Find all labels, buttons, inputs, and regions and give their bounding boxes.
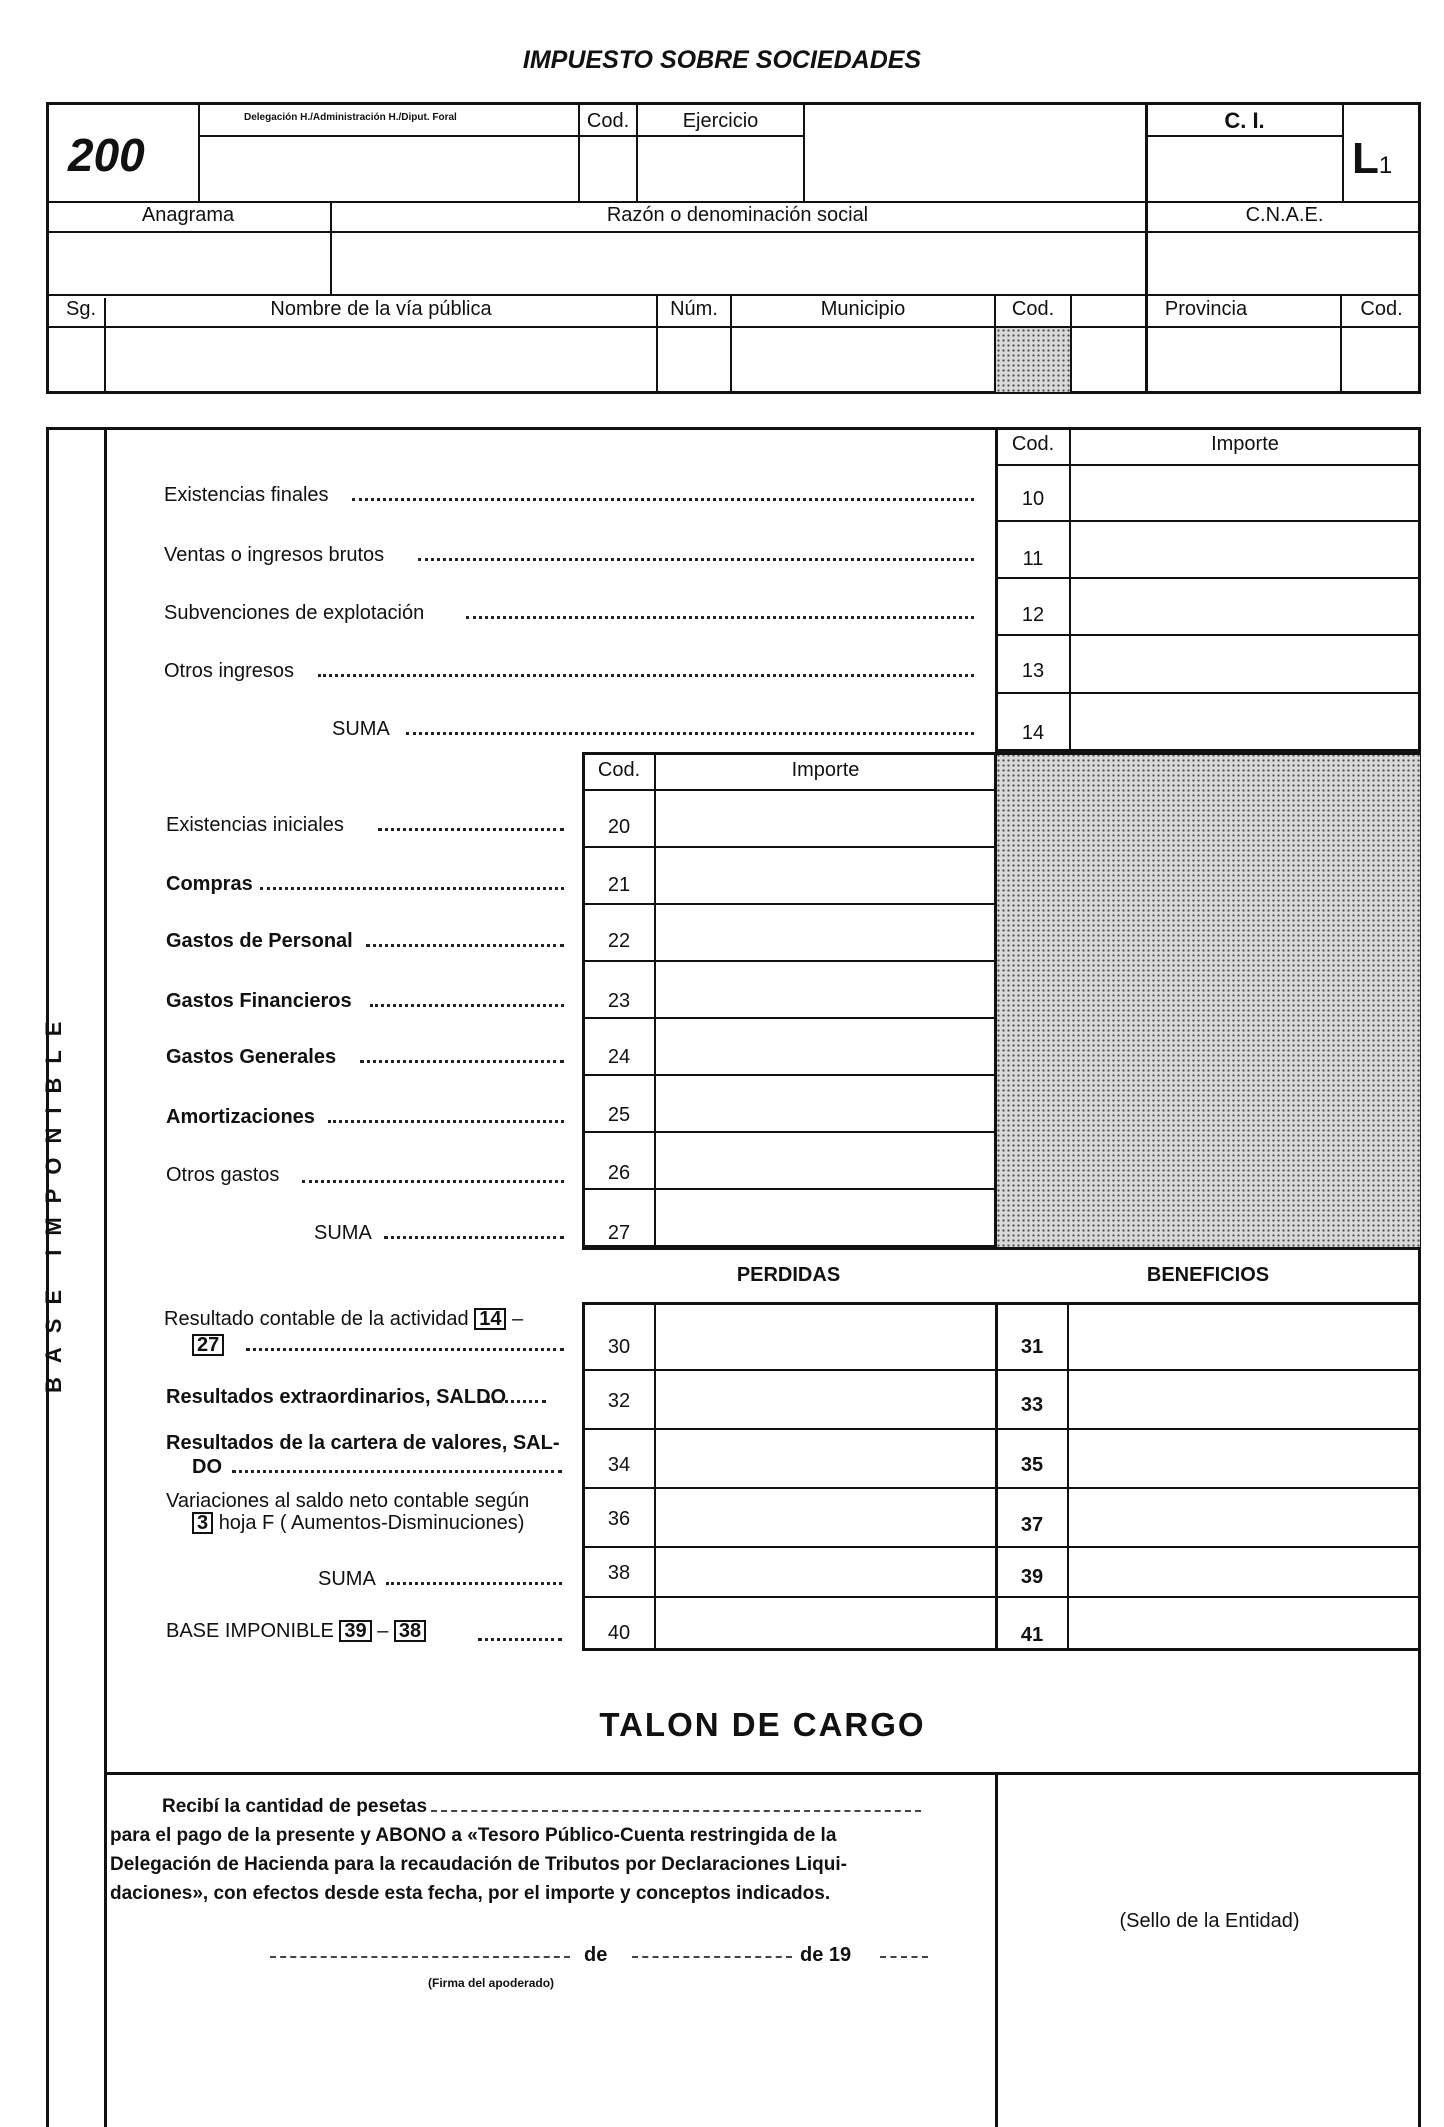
s1-code: 14 <box>1021 722 1045 744</box>
via-label: Nombre de la vía pública <box>270 298 492 320</box>
perdidas-field[interactable] <box>656 1598 995 1649</box>
perdidas-field[interactable] <box>656 1548 995 1596</box>
beneficios-field[interactable] <box>1069 1598 1419 1649</box>
s1-code: 12 <box>1021 604 1045 626</box>
s1-code: 11 <box>1022 548 1044 570</box>
num-label: Núm. <box>670 298 718 320</box>
ejercicio-field[interactable] <box>638 137 803 199</box>
delegacion-field[interactable] <box>200 137 578 199</box>
anagrama-field[interactable] <box>48 233 328 293</box>
s1-label: SUMA <box>332 718 390 740</box>
s2-label: Amortizaciones <box>166 1106 315 1128</box>
sello-label: (Sello de la Entidad) <box>1119 1910 1300 1932</box>
s1-code: 10 <box>1021 488 1045 510</box>
firma-label: (Firma del apoderado) <box>428 1976 555 1990</box>
cod-label: Cod. <box>586 110 630 132</box>
perdidas-field[interactable] <box>656 1489 995 1546</box>
s2-code: 25 <box>607 1104 631 1126</box>
s2-label: Existencias iniciales <box>166 814 344 836</box>
s1-label: Existencias finales <box>164 484 329 506</box>
provincia-label: Provincia <box>1164 298 1248 320</box>
s3-label: BASE IMPONIBLE 39 – 38 <box>166 1620 426 1643</box>
talon-text: Recibí la cantidad de pesetas para el pago de la presente y ABONO a «Tesoro Público-Cuenta restringida de la Delegación de Hacienda para la recaudación de Tributos por Declaraciones Liqui- daciones», con efectos desde esta fecha, por el importe y conceptos indicados. <box>110 1792 990 1908</box>
s2-label: Gastos de Personal <box>166 930 353 952</box>
s3-label: Resultados extraordinarios, SALDO <box>166 1386 507 1408</box>
cnae-label: C.N.A.E. <box>1245 204 1324 226</box>
de-label: de <box>584 1944 608 1966</box>
municipio-label: Municipio <box>820 298 906 320</box>
num-field[interactable] <box>658 328 730 392</box>
ci-label: C. I. <box>1224 108 1265 133</box>
sello-area[interactable] <box>999 1776 1419 2126</box>
s2-label: SUMA <box>314 1222 372 1244</box>
perdidas-field[interactable] <box>656 1304 995 1369</box>
razon-label: Razón o denominación social <box>606 204 869 226</box>
s3-code-b: 37 <box>1020 1514 1044 1536</box>
s2-cod-header: Cod. <box>597 759 641 781</box>
s3-label: Resultado contable de la actividad 14 – <box>164 1308 524 1330</box>
ref-box: 27 <box>192 1334 224 1356</box>
s3-code-p: 30 <box>607 1336 631 1358</box>
municipio-field[interactable] <box>732 328 994 392</box>
s1-code: 13 <box>1021 660 1045 682</box>
s3-code-b: 33 <box>1020 1394 1044 1416</box>
s3-code-b: 35 <box>1020 1454 1044 1476</box>
s3-code-p: 36 <box>607 1508 631 1530</box>
sheet-label: L1 <box>1352 134 1393 183</box>
s2-amount-field[interactable] <box>656 962 995 1017</box>
s3-code-p: 38 <box>607 1562 631 1584</box>
s3-label-line2: 3 hoja F ( Aumentos-Disminuciones) <box>192 1512 524 1535</box>
s2-amount-field[interactable] <box>656 1076 995 1131</box>
s2-code: 26 <box>607 1162 631 1184</box>
s2-code: 23 <box>607 990 631 1012</box>
s2-label: Gastos Financieros <box>166 990 352 1012</box>
ref-box: 14 <box>474 1308 506 1330</box>
beneficios-field[interactable] <box>1069 1489 1419 1546</box>
s3-label-line2 <box>192 1334 224 1357</box>
perdidas-field[interactable] <box>656 1371 995 1428</box>
s3-code-p: 32 <box>607 1390 631 1412</box>
beneficios-field[interactable] <box>1069 1548 1419 1596</box>
s1-amount-field[interactable] <box>1071 522 1419 577</box>
provincia-field[interactable] <box>1072 328 1340 392</box>
s3-label: Variaciones al saldo neto contable según <box>166 1490 530 1512</box>
s2-amount-field[interactable] <box>656 848 995 903</box>
s1-importe-header: Importe <box>1211 433 1279 455</box>
s1-amount-field[interactable] <box>1071 466 1419 520</box>
s1-cod-header: Cod. <box>1011 433 1055 455</box>
ci-field[interactable] <box>1147 137 1342 199</box>
de19-label: de 19 <box>800 1944 852 1966</box>
s2-label: Otros gastos <box>166 1164 280 1186</box>
shaded-cod-cell <box>996 328 1070 392</box>
perdidas-header: PERDIDAS <box>736 1264 841 1286</box>
s2-code: 20 <box>607 816 631 838</box>
s2-importe-header: Importe <box>791 759 860 781</box>
beneficios-field[interactable] <box>1069 1371 1419 1428</box>
s2-code: 24 <box>607 1046 631 1068</box>
anagrama-label: Anagrama <box>141 204 235 226</box>
s2-code: 22 <box>607 930 631 952</box>
s1-label: Ventas o ingresos brutos <box>164 544 385 566</box>
s2-code: 21 <box>607 874 631 896</box>
s3-label-line2: DO <box>192 1456 222 1478</box>
beneficios-header: BENEFICIOS <box>1146 1264 1270 1286</box>
s3-label: Resultados de la cartera de valores, SAL- <box>166 1432 560 1454</box>
side-label: BASE IMPONIBLE <box>41 1007 66 1393</box>
ejercicio-label: Ejercicio <box>682 110 759 132</box>
ref-box: 38 <box>394 1620 426 1642</box>
shaded-block <box>996 753 1420 1247</box>
talon-title: TALON DE CARGO <box>599 1706 926 1743</box>
ref-box: 39 <box>339 1620 371 1642</box>
ref-box: 3 <box>192 1512 213 1534</box>
sg-field[interactable] <box>48 328 104 392</box>
cod2-label: Cod. <box>1011 298 1055 320</box>
s1-amount-field[interactable] <box>1071 636 1419 692</box>
beneficios-field[interactable] <box>1069 1430 1419 1487</box>
s2-amount-field[interactable] <box>656 1133 995 1188</box>
s3-code-p: 34 <box>607 1454 631 1476</box>
cnae-field[interactable] <box>1148 233 1420 293</box>
s3-code-b: 31 <box>1020 1336 1044 1358</box>
provincia-cod-field[interactable] <box>1342 328 1420 392</box>
s3-code-b: 41 <box>1020 1624 1044 1646</box>
s1-amount-field[interactable] <box>1071 579 1419 634</box>
s3-label: SUMA <box>318 1568 376 1590</box>
firma-field[interactable] <box>270 1930 570 1960</box>
form-title: IMPUESTO SOBRE SOCIEDADES <box>522 46 922 74</box>
s2-label: Gastos Generales <box>166 1046 337 1068</box>
s2-amount-field[interactable] <box>656 791 995 846</box>
s1-amount-field[interactable] <box>1071 694 1419 752</box>
s2-amount-field[interactable] <box>656 1019 995 1074</box>
razon-field[interactable] <box>332 233 1144 293</box>
s3-code-p: 40 <box>607 1622 631 1644</box>
s2-code: 27 <box>607 1222 631 1244</box>
s1-label: Subvenciones de explotación <box>164 602 425 624</box>
cod3-label: Cod. <box>1360 298 1403 320</box>
sg-label: Sg. <box>66 298 97 320</box>
s2-amount-field[interactable] <box>656 1190 995 1246</box>
delegacion-label: Delegación H./Administración H./Diput. Foral <box>244 112 457 123</box>
model-number: 200 <box>68 129 145 181</box>
cod-field[interactable] <box>580 137 636 199</box>
s2-label: Compras <box>166 873 253 895</box>
via-field[interactable] <box>106 328 656 392</box>
s1-label: Otros ingresos <box>164 660 295 682</box>
s3-code-b: 39 <box>1020 1566 1044 1588</box>
s2-amount-field[interactable] <box>656 905 995 960</box>
perdidas-field[interactable] <box>656 1430 995 1487</box>
beneficios-field[interactable] <box>1069 1304 1419 1369</box>
